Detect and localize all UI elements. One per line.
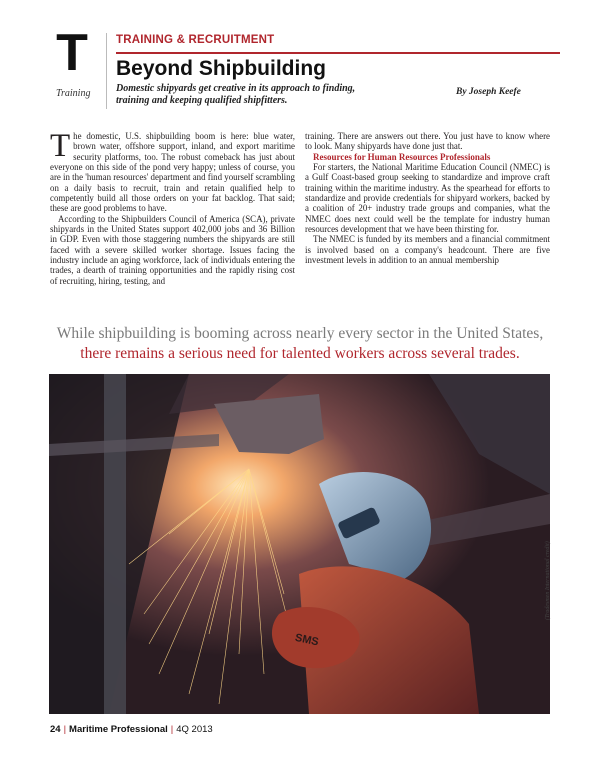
paragraph: For starters, the National Maritime Education Council (NMEC) is a Gulf Coast-based group seeking to standardize and improve craft training within the maritime industry. As the spearhead for efforts to standardize and provide credentials for shipyard workers, backed by a coalition of 20+ industry trade groups and companies, what the NMEC does next could well be the template for industry human resources development that we have been thirsting for. xyxy=(305,162,550,235)
kicker-rule xyxy=(116,52,560,54)
body-column-right xyxy=(305,131,550,265)
subhead: Resources for Human Resources Professionals xyxy=(313,151,491,162)
pull-quote xyxy=(50,324,550,364)
body-column-left xyxy=(50,128,295,286)
article-headline: Beyond Shipbuilding xyxy=(116,57,326,80)
glove-lettering: SMS xyxy=(293,631,320,649)
welder-illustration xyxy=(49,374,550,714)
header-divider xyxy=(106,33,107,109)
footer-separator: | xyxy=(63,724,67,735)
publication-name: Maritime Professional xyxy=(69,724,168,735)
photo-credit: (Tradesmen International credit) xyxy=(545,541,551,620)
drop-cap: T xyxy=(50,128,71,164)
page-number: 24 xyxy=(50,724,61,735)
kicker: TRAINING & RECRUITMENT xyxy=(116,34,275,46)
section-initial-letter: T xyxy=(56,24,88,82)
byline: By Joseph Keefe xyxy=(456,87,521,97)
paragraph: The NMEC is funded by its members and a financial commitment is involved based on a company's headcount. There are five investment levels in addition to an annual membership xyxy=(305,234,550,266)
welder-photo xyxy=(49,374,550,714)
pull-quote-line-2: there remains a serious need for talented workers across several trades. xyxy=(80,345,520,362)
footer-separator: | xyxy=(170,724,174,735)
paragraph-text: he domestic, U.S. shipbuilding boom is here: blue water, brown water, offshore support, inland, and export maritime security platforms, too. The robust comeback has just about everyone on this side of the pond very happy; unless of course, you are in the 'human resources' department and find yourself scrambling on a daily basis to recruit, train and retain qualified help to competently build all those orders on your fat backlog. That said; these are good problems to have. xyxy=(50,131,295,214)
paragraph: training. There are answers out there. You just have to know where to look. Many shipyards have done just that. xyxy=(305,131,550,152)
issue-label: 4Q 2013 xyxy=(176,724,213,735)
paragraph: According to the Shipbuilders Council of America (SCA), private shipyards in the United States support 402,000 jobs and 36 Billion in GDP. Even with those staggering numbers the shipyards are still faced with a severe skilled worker shortage. Issues facing the industry include an aging workforce, lack of individuals entering the trades, a dearth of training opportunities and the rapidly rising cost of recruiting, hiring, testing, and xyxy=(50,213,295,286)
page-footer xyxy=(50,724,213,735)
pull-quote-line-1: While shipbuilding is booming across nearly every sector in the United States, xyxy=(56,325,544,342)
section-label: Training xyxy=(56,88,91,99)
article-deck: Domestic shipyards get creative in its approach to finding, training and keeping qualified shipfitters. xyxy=(116,83,356,106)
paragraph xyxy=(50,128,295,214)
